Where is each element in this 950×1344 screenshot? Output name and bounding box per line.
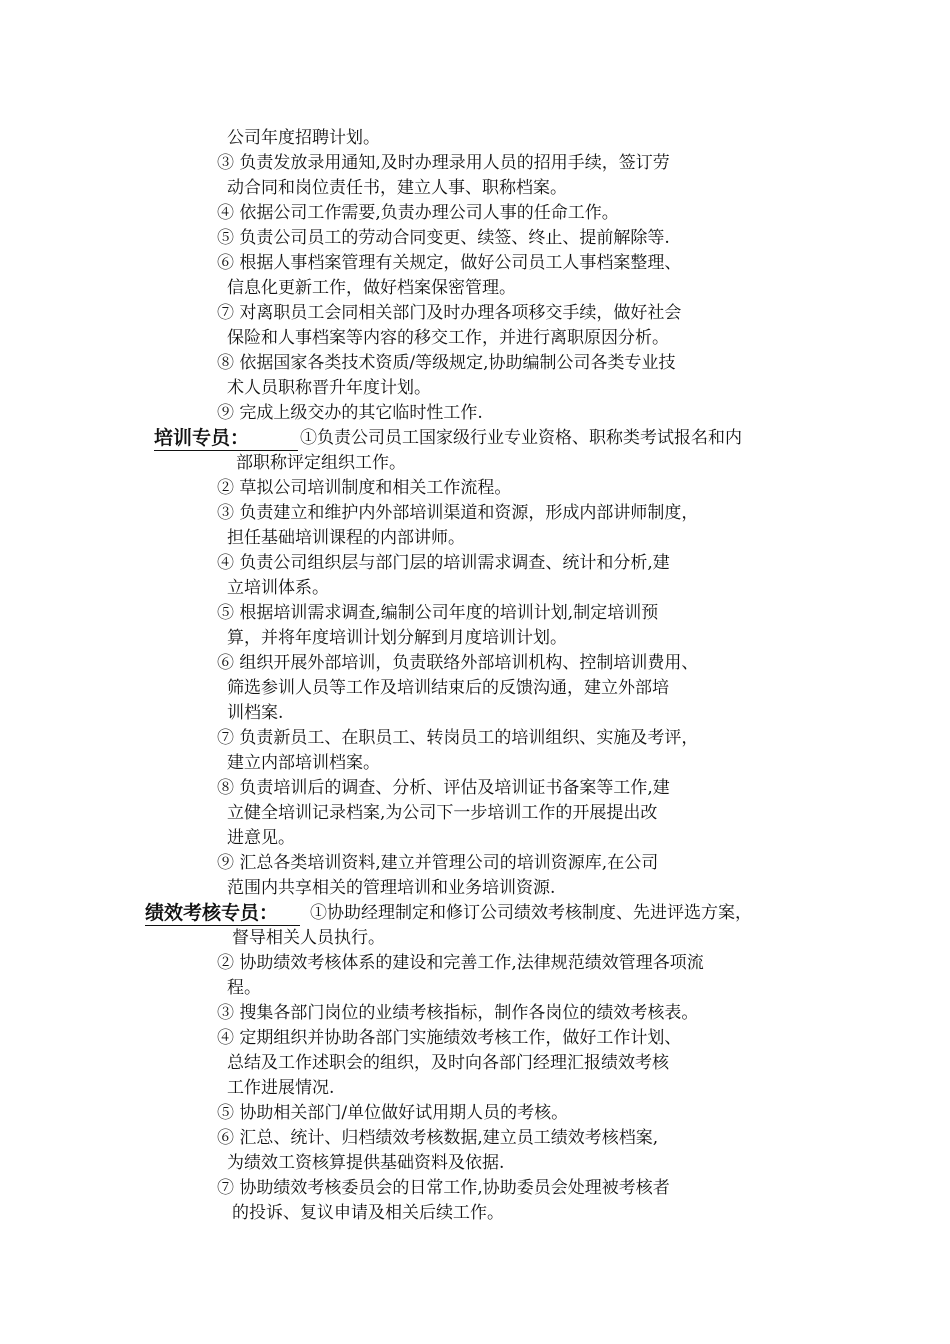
text-line: 建立内部培训档案。 [227,753,380,773]
list-item: ⑨ 完成上级交办的其它临时性工作. [217,403,483,423]
list-item: ③ 负责建立和维护内外部培训渠道和资源，形成内部讲师制度， [217,503,699,523]
text-line: 的投诉、复议申请及相关后续工作。 [232,1203,504,1223]
list-item: ② 草拟公司培训制度和相关工作流程。 [217,478,512,498]
list-item: ⑨ 汇总各类培训资料,建立并管理公司的培训资源库,在公司 [217,853,659,873]
text-line: 总结及工作述职会的组织，及时向各部门经理汇报绩效考核 [227,1053,669,1073]
heading-label: 培训专员： [154,427,250,449]
text-line: 范围内共享相关的管理培训和业务培训资源. [227,878,556,898]
text-line: 担任基础培训课程的内部讲师。 [227,528,465,548]
text-line: 立培训体系。 [227,578,329,598]
list-item: ④ 定期组织并协助各部门实施绩效考核工作，做好工作计划、 [217,1028,682,1048]
list-item: ⑦ 协助绩效考核委员会的日常工作,协助委员会处理被考核者 [217,1178,670,1198]
list-item: ③ 负责发放录用通知,及时办理录用人员的招用手续，签订劳 [217,153,670,173]
list-item: ①负责公司员工国家级行业专业资格、职称类考试报名和内 [300,428,742,448]
list-item: ⑥ 汇总、统计、归档绩效考核数据,建立员工绩效考核档案, [217,1128,659,1148]
text-line: 部职称评定组织工作。 [236,453,406,473]
list-item: ①协助经理制定和修订公司绩效考核制度、先进评选方案， [310,903,752,923]
list-item: ④ 负责公司组织层与部门层的培训需求调查、统计和分析,建 [217,553,670,573]
list-item: ③ 搜集各部门岗位的业绩考核指标，制作各岗位的绩效考核表。 [217,1003,699,1023]
list-item: ⑧ 负责培训后的调查、分析、评估及培训证书备案等工作,建 [217,778,670,798]
list-item: ⑦ 对离职员工会同相关部门及时办理各项移交手续，做好社会 [217,303,682,323]
text-line: 训档案. [227,703,284,723]
text-line: 工作进展情况. [227,1078,335,1098]
text-line: 程。 [227,978,261,998]
text-line: 为绩效工资核算提供基础资料及依据. [227,1153,505,1173]
list-item: ⑤ 负责公司员工的劳动合同变更、续签、终止、提前解除等. [217,228,670,248]
text-line: 术人员职称晋升年度计划。 [227,378,431,398]
list-item: ⑤ 根据培训需求调查,编制公司年度的培训计划,制定培训预 [217,603,659,623]
list-item: ⑦ 负责新员工、在职员工、转岗员工的培训组织、实施及考评， [217,728,699,748]
heading-label: 绩效考核专员： [145,902,279,924]
section-heading-performance [145,901,300,926]
text-line: 保险和人事档案等内容的移交工作，并进行离职原因分析。 [227,328,669,348]
text-line: 公司年度招聘计划。 [227,128,380,148]
text-line: 算，并将年度培训计划分解到月度培训计划。 [227,628,567,648]
list-item: ⑥ 根据人事档案管理有关规定，做好公司员工人事档案整理、 [217,253,682,273]
text-line: 督导相关人员执行。 [232,928,385,948]
list-item: ④ 依据公司工作需要,负责办理公司人事的任命工作。 [217,203,619,223]
text-line: 信息化更新工作，做好档案保密管理。 [227,278,516,298]
text-line: 立健全培训记录档案,为公司下一步培训工作的开展提出改 [227,803,658,823]
text-line: 筛选参训人员等工作及培训结束后的反馈沟通，建立外部培 [227,678,669,698]
list-item: ⑧ 依据国家各类技术资质/等级规定,协助编制公司各类专业技 [217,353,676,373]
text-line: 动合同和岗位责任书，建立人事、职称档案。 [227,178,567,198]
list-item: ⑤ 协助相关部门/单位做好试用期人员的考核。 [217,1103,569,1123]
text-line: 进意见。 [227,828,295,848]
list-item: ⑥ 组织开展外部培训，负责联络外部培训机构、控制培训费用、 [217,653,699,673]
section-heading-training [154,426,298,451]
list-item: ② 协助绩效考核体系的建设和完善工作,法律规范绩效管理各项流 [217,953,704,973]
